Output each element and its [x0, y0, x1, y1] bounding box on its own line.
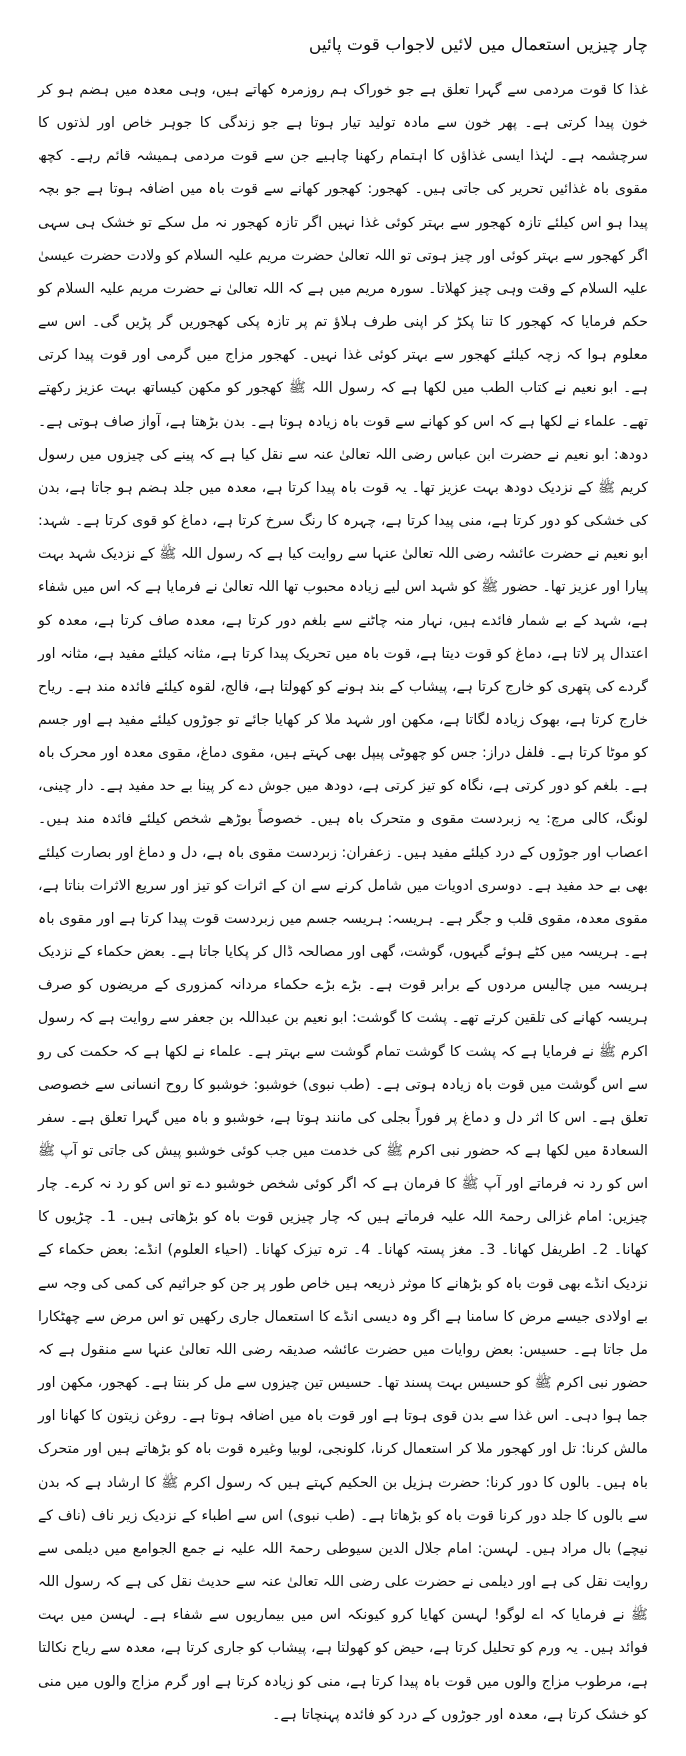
article-title: چار چیزیں استعمال میں لائیں لاجواب قوت پائیں — [308, 35, 648, 55]
article-body: غذا کا قوت مردمی سے گہرا تعلق ہے جو خوراک ہم روزمرہ کھاتے ہیں، وہی معدہ میں ہضم ہو کر خون پیدا کرتی ہے۔ پھر خون سے مادہ تولید تیار ہوتا ہے جو زندگی کا جوہر خاص اور لذتوں کا سرچشمہ ہے۔ لہٰذا ایسی غذاؤں کا اہتمام رکھنا چاہیے جن سے قوت مردمی ہمیشہ قائم رہے۔ کچھ مقوی باہ غذائیں تحریر کی جاتی ہیں۔ کھجور: کھجور کھانے سے قوت باہ میں اضافہ ہوتا ہے جو بچہ پیدا ہو اس کیلئے تازہ کھجور سے بہتر کوئی غذا نہیں اگر تازہ کھجور نہ مل سکے تو خشک ہی سہی اگر کھجور سے بہتر کوئی اور چیز ہوتی تو اللہ تعالیٰ حضرت مریم علیہ السلام کو ولادت حضرت عیسیٰ علیہ السلام کے وقت وہی چیز کھلاتا۔ سورہ مریم میں ہے کہ اللہ تعالیٰ نے حضرت مریم علیہ السلام کو حکم فرمایا کہ کھجور کا تنا پکڑ کر اپنی طرف ہلاؤ تم پر تازہ پکی کھجوریں گر پڑیں گی۔ اس سے معلوم ہوا کہ زچہ کیلئے کھجور سے بہتر کوئی غذا نہیں۔ کھجور مزاج میں گرمی اور قوت پیدا کرتی ہے۔ ابو نعیم نے کتاب الطب میں لکھا ہے کہ رسول اللہ ﷺ کھجور کو مکھن کیساتھ بہت عزیز رکھتے تھے۔ علماء نے لکھا ہے کہ اس کو کھانے سے قوت باہ زیادہ ہوتا ہے۔ بدن بڑھتا ہے، آواز صاف ہوتی ہے۔ دودھ: ابو نعیم نے حضرت ابن عباس رضی اللہ تعالیٰ عنہ سے نقل کیا ہے کہ پینے کی چیزوں میں رسول کریم ﷺ کے نزدیک دودھ بہت عزیز تھا۔ یہ قوت باہ پیدا کرتا ہے، معدہ میں جلد ہضم ہو جاتا ہے، بدن کی خشکی کو دور کرتا ہے، منی پیدا کرتا ہے، چہرہ کا رنگ سرخ کرتا ہے، دماغ کو قوی کرتا ہے۔ شہد: ابو نعیم نے حضرت عائشہ رضی اللہ تعالیٰ عنہا سے روایت کیا ہے کہ رسول اللہ ﷺ کے نزدیک شہد بہت پیارا اور عزیز تھا۔ حضور ﷺ کو شہد اس لیے زیادہ محبوب تھا اللہ تعالیٰ نے فرمایا ہے کہ اس میں شفاء ہے، شہد کے بے شمار فائدے ہیں، نہار منہ چاٹنے سے بلغم دور کرتا ہے، معدہ صاف کرتا ہے، معدہ کو اعتدال پر لاتا ہے، دماغ کو قوت دیتا ہے، قوت باہ میں تحریک پیدا کرتا ہے، مثانہ کیلئے مفید ہے، مثانہ اور گردے کی پتھری کو خارج کرتا ہے، پیشاب کے بند ہونے کو کھولتا ہے، فالج، لقوہ کیلئے فائدہ مند ہے۔ ریاح خارج کرتا ہے، بھوک زیادہ لگاتا ہے، مکھن اور شہد ملا کر کھایا جائے تو جوڑوں کیلئے مفید ہے اور جسم کو موٹا کرتا ہے۔ فلفل دراز: جس کو چھوٹی پیپل بھی کہتے ہیں، مقوی دماغ، مقوی معدہ اور محرک باہ ہے۔ بلغم کو دور کرتی ہے، نگاہ کو تیز کرتی ہے، دودھ میں جوش دے کر پینا بے حد مفید ہے۔ دار چینی، لونگ، کالی مرچ: یہ زبردست مقوی و متحرک باہ ہیں۔ خصوصاً بوڑھے شخص کیلئے فائدہ مند ہیں۔ اعصاب اور جوڑوں کے درد کیلئے مفید ہیں۔ زعفران: زبردست مقوی باہ ہے، دل و دماغ اور بصارت کیلئے بھی بے حد مفید ہے۔ دوسری ادویات میں شامل کرنے سے ان کے اثرات کو تیز اور سریع الاثرات بناتا ہے، مقوی معدہ، مقوی قلب و جگر ہے۔ ہریسہ: ہریسہ جسم میں زبردست قوت پیدا کرتا ہے اور مقوی باہ ہے۔ ہریسہ میں کٹے ہوئے گیہوں، گوشت، گھی اور مصالحہ ڈال کر پکایا جاتا ہے۔ بعض حکماء کے نزدیک ہریسہ میں چالیس مردوں کے برابر قوت ہے۔ بڑے بڑے حکماء مردانہ کمزوری کے مریضوں کو صرف ہریسہ کھانے کی تلقین کرتے تھے۔ پشت کا گوشت: ابو نعیم بن عبداللہ بن جعفر سے روایت ہے کہ رسول اکرم ﷺ نے فرمایا ہے کہ پشت کا گوشت تمام گوشت سے بہتر ہے۔ علماء نے لکھا ہے کہ حکمت کی رو سے اس گوشت میں قوت باہ زیادہ ہوتی ہے۔ (طب نبوی) خوشبو: خوشبو کا روح انسانی سے خصوصی تعلق ہے۔ اس کا اثر دل و دماغ پر فوراً بجلی کی مانند ہوتا ہے، خوشبو و باہ میں گہرا تعلق ہے۔ سفر السعادۃ میں لکھا ہے کہ حضور نبی اکرم ﷺ کی خدمت میں جب کوئی خوشبو پیش کی جاتی تو آپ ﷺ اس کو رد نہ فرماتے اور آپ ﷺ کا فرمان ہے کہ اگر کوئی شخص خوشبو دے تو اس کو رد نہ کرے۔ چار چیزیں: امام غزالی رحمۃ اللہ علیہ فرماتے ہیں کہ چار چیزیں قوت باہ کو بڑھاتی ہیں۔ 1۔ چڑیوں کا کھانا۔ 2۔ اطریفل کھانا۔ 3۔ مغز پستہ کھانا۔ 4۔ ترہ تیزک کھانا۔ (احیاء العلوم) انڈے: بعض حکماء کے نزدیک انڈے بھی قوت باہ کو بڑھانے کا موثر ذریعہ ہیں خاص طور پر جن کو جراثیم کی کمی کی وجہ سے بے اولادی جیسے مرض کا سامنا ہے اگر وہ دیسی انڈے کا استعمال جاری رکھیں تو اس مرض سے چھٹکارا مل جاتا ہے۔ حسیس: بعض روایات میں حضرت عائشہ صدیقہ رضی اللہ تعالیٰ عنہا سے منقول ہے کہ حضور نبی اکرم ﷺ کو حسیس بہت پسند تھا۔ حسیس تین چیزوں سے مل کر بنتا ہے۔ کھجور، مکھن اور جما ہوا دہی۔ اس غذا سے بدن قوی ہوتا ہے اور قوت باہ میں اضافہ ہوتا ہے۔ روغن زیتون کا کھانا اور مالش کرنا: تل اور کھجور ملا کر استعمال کرنا، کلونجی، لوبیا وغیرہ قوت باہ کو بڑھاتے ہیں اور متحرک باہ ہیں۔ بالوں کا دور کرنا: حضرت ہزیل بن الحکیم کہتے ہیں کہ رسول اکرم ﷺ کا ارشاد ہے کہ بدن سے بالوں کا جلد دور کرنا قوت باہ کو بڑھاتا ہے۔ (طب نبوی) اس سے اطباء کے نزدیک زیر ناف (ناف کے نیچے) بال مراد ہیں۔ لہسن: امام جلال الدین سیوطی رحمۃ اللہ علیہ نے جمع الجوامع میں دیلمی سے روایت نقل کی ہے اور دیلمی نے حضرت علی رضی اللہ تعالیٰ عنہ سے حدیث نقل کی ہے کہ رسول اللہ ﷺ نے فرمایا کہ اے لوگو! لہسن کھایا کرو کیونکہ اس میں بیماریوں سے شفاء ہے۔ لہسن میں بہت فوائد ہیں۔ یہ ورم کو تحلیل کرتا ہے، حیض کو کھولتا ہے، پیشاب کو جاری کرتا ہے، معدہ سے ریاح نکالتا ہے، مرطوب مزاج والوں میں قوت باہ پیدا کرتا ہے، منی کو زیادہ کرتا ہے اور گرم مزاج والوں میں منی کو خشک کرتا ہے، معدہ اور جوڑوں کے درد کو فائدہ پہنچاتا ہے۔ — [38, 82, 648, 1723]
